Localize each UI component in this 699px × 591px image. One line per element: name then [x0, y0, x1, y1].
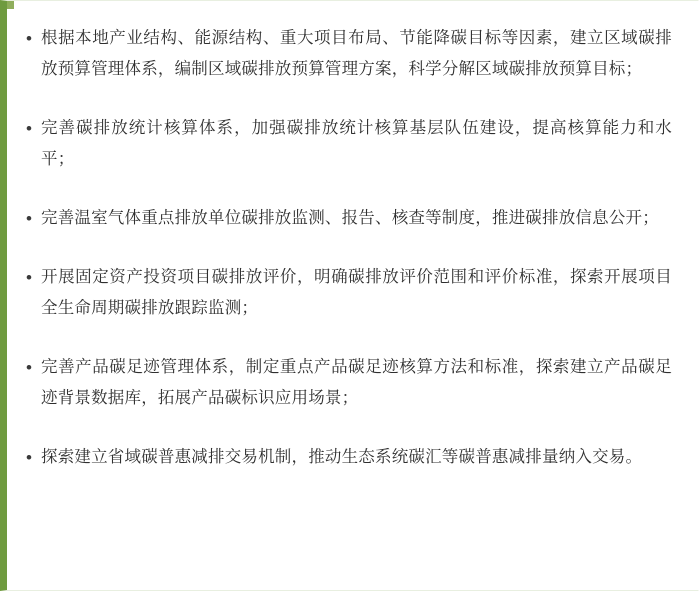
list-item-text: 完善产品碳足迹管理体系，制定重点产品碳足迹核算方法和标准，探索建立产品碳足迹背景数据库，拓展产品碳标识应用场景；: [41, 358, 672, 407]
bullet-icon: •: [26, 29, 32, 48]
bullet-icon: •: [26, 358, 32, 377]
list-item-text: 开展固定资产投资项目碳排放评价，明确碳排放评价范围和评价标准，探索开展项目全生命周期碳排放跟踪监测；: [41, 268, 672, 317]
list-item: [23, 23, 672, 85]
bullet-icon: •: [26, 268, 32, 287]
list-item: [23, 203, 672, 234]
bullet-icon: •: [26, 209, 32, 228]
bullet-icon: •: [26, 448, 32, 467]
bullet-icon: •: [26, 119, 32, 138]
accent-bar: [7, 1, 14, 9]
list-item: [23, 442, 672, 473]
list-item: [23, 113, 672, 175]
list-item: [23, 262, 672, 324]
document-content: [7, 1, 698, 590]
list-item-text: 完善碳排放统计核算体系，加强碳排放统计核算基层队伍建设，提高核算能力和水平；: [41, 119, 672, 168]
policy-bullet-list: [23, 23, 672, 473]
list-item-text: 根据本地产业结构、能源结构、重大项目布局、节能降碳目标等因素，建立区域碳排放预算管理体系，编制区域碳排放预算管理方案，科学分解区域碳排放预算目标；: [41, 29, 672, 78]
list-item: [23, 352, 672, 414]
list-item-text: 探索建立省域碳普惠减排交易机制，推动生态系统碳汇等碳普惠减排量纳入交易。: [41, 448, 643, 466]
list-item-text: 完善温室气体重点排放单位碳排放监测、报告、核查等制度，推进碳排放信息公开；: [41, 209, 659, 227]
